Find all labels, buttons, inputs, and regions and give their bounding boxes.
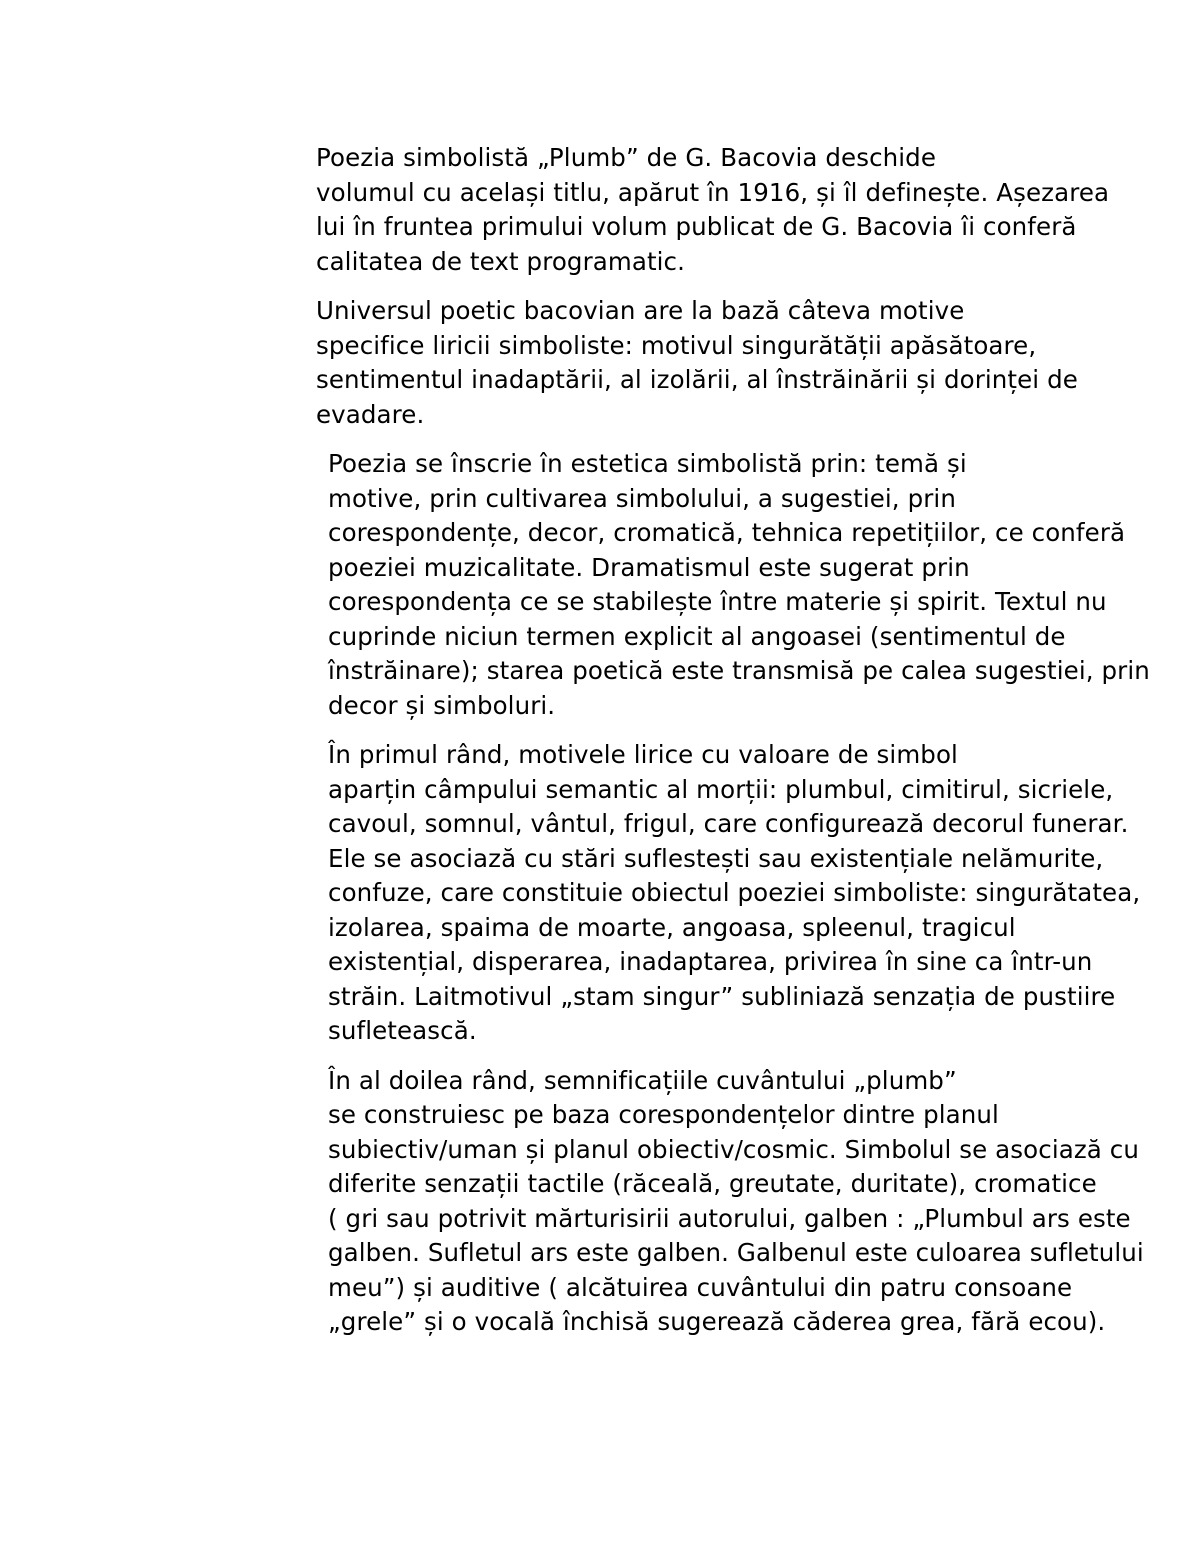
paragraph-line: sufletească. (328, 1016, 477, 1045)
paragraph-line: izolarea, spaima de moarte, angoasa, spleenul, tragicul (328, 912, 1016, 942)
paragraph-line: Ele se asociază cu stări suflestești sau existențiale nelămurite, (328, 843, 1104, 873)
paragraph-line: corespondența ce se stabilește între materie și spirit. Textul nu (328, 587, 1107, 616)
paragraph-line: Universul poetic bacovian are la bază câteva motive (316, 296, 965, 325)
paragraph-line: specifice liricii simboliste: motivul singurătății apăsătoare, (316, 330, 1037, 360)
paragraph-line: subiectiv/uman și planul obiectiv/cosmic. Simbolul se asociază cu (328, 1134, 1140, 1164)
paragraph-line: galben. Sufletul ars este galben. Galbenul este culoarea sufletului (328, 1238, 1144, 1267)
paragraph-line: volumul cu același titlu, apărut în 1916, și îl definește. Așezarea (316, 177, 1110, 207)
paragraph-line: lui în fruntea primului volum publicat de G. Bacovia îi conferă (316, 212, 1077, 241)
paragraph-line: existențial, disperarea, inadaptarea, privirea în sine ca într-un (328, 947, 1093, 976)
paragraph-line: confuze, care constituie obiectul poeziei simboliste: singurătatea, (328, 878, 1141, 907)
paragraph-line: se construiesc pe baza corespondențelor dintre planul (328, 1100, 999, 1129)
paragraph-line: „grele” și o vocală închisă sugerează căderea grea, fără ecou). (328, 1307, 1106, 1336)
paragraph-line: decor și simboluri. (328, 690, 556, 720)
paragraph-line: Poezia simbolistă „Plumb” de G. Bacovia deschide (316, 143, 937, 172)
paragraph-2 (143, 294, 1078, 432)
paragraph-5 (143, 1064, 1144, 1340)
paragraph-line: aparțin câmpului semantic al morții: plumbul, cimitirul, sicriele, (328, 774, 1114, 804)
paragraph-line: înstrăinare); starea poetică este transmisă pe calea sugestiei, prin (328, 656, 1150, 685)
paragraph-4 (143, 738, 1141, 1049)
paragraph-1 (143, 141, 1110, 279)
paragraph-line: cuprinde niciun termen explicit al angoasei (sentimentul de (328, 621, 1066, 651)
paragraph-line: În primul rând, motivele lirice cu valoare de simbol (328, 740, 958, 769)
paragraph-line: evadare. (316, 399, 425, 429)
paragraph-line: poeziei muzicalitate. Dramatismul este sugerat prin (328, 552, 970, 582)
paragraph-line: motive, prin cultivarea simbolului, a sugestiei, prin (328, 483, 956, 513)
paragraph-3 (143, 447, 1150, 723)
paragraph-line: corespondențe, decor, cromatică, tehnica repetițiilor, ce conferă (328, 518, 1126, 547)
paragraph-line: diferite senzații tactile (răceală, greutate, duritate), cromatice (328, 1169, 1097, 1198)
paragraph-line: ( gri sau potrivit mărturisirii autorului, galben : „Plumbul ars este (328, 1203, 1131, 1233)
paragraph-line: meu”) și auditive ( alcătuirea cuvântului din patru consoane (328, 1272, 1073, 1302)
paragraph-line: cavoul, somnul, vântul, frigul, care configurează decorul funerar. (328, 809, 1129, 838)
paragraph-line: În al doilea rând, semnificațiile cuvântului „plumb” (328, 1065, 957, 1095)
paragraph-line: Poezia se înscrie în estetica simbolistă prin: temă și (328, 449, 967, 478)
document-body (143, 141, 1150, 1355)
paragraph-line: sentimentul inadaptării, al izolării, al înstrăinării și dorinței de (316, 365, 1078, 394)
paragraph-line: străin. Laitmotivul „stam singur” subliniază senzația de pustiire (328, 981, 1116, 1011)
paragraph-line: calitatea de text programatic. (316, 246, 686, 276)
